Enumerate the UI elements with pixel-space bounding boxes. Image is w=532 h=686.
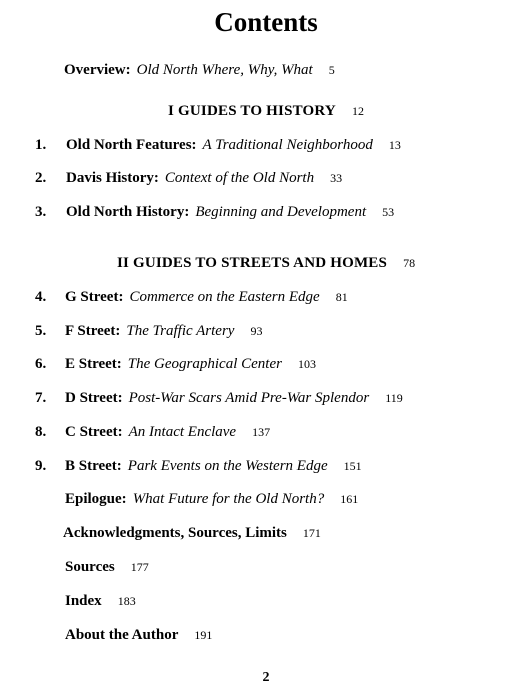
section-heading: II GUIDES TO STREETS AND HOMES [116,255,388,271]
toc-entry-page: 151 [343,459,362,473]
toc-entry-label: F Street: [65,323,121,339]
toc-entry-subtitle: The Geographical Center [127,356,282,372]
toc-entry-number: 7. [35,390,47,406]
toc-entry-label: B Street: [65,458,122,474]
toc-entry-number: 9. [35,458,47,474]
toc-entry-page: 33 [330,171,343,185]
toc-entry-index[interactable] [65,591,136,611]
toc-entry-page: 103 [297,357,316,371]
page-title: Contents [214,7,318,37]
toc-entry-label: E Street: [65,356,122,372]
toc-entry-chapter-9[interactable] [65,456,362,476]
toc-entry-chapter-8[interactable] [65,422,270,442]
toc-entry-number: 8. [35,424,47,440]
toc-entry-subtitle: Old North Where, Why, What [136,62,313,78]
toc-entry-sources[interactable] [65,557,149,577]
toc-entry-number: 3. [35,204,47,220]
toc-section-part-2[interactable] [0,253,532,273]
toc-entry-number: 2. [35,170,47,186]
toc-entry-label: G Street: [65,289,124,305]
toc-entry-subtitle: Commerce on the Eastern Edge [129,289,320,305]
toc-entry-label: Sources [65,559,115,575]
toc-entry-subtitle: What Future for the Old North? [132,491,325,507]
section-page: 12 [351,104,364,118]
toc-entry-number: 4. [35,289,47,305]
toc-entry-chapter-2[interactable] [66,168,342,188]
toc-entry-epilogue[interactable] [65,489,358,509]
toc-entry-label: Acknowledgments, Sources, Limits [63,525,287,541]
toc-entry-page: 81 [335,290,348,304]
toc-entry-page: 93 [250,324,263,338]
toc-entry-page: 161 [340,492,359,506]
toc-entry-page: 183 [117,594,136,608]
toc-entry-subtitle: A Traditional Neighborhood [202,137,373,153]
section-heading: I GUIDES TO HISTORY [168,103,336,119]
toc-entry-page: 171 [302,526,321,540]
toc-entry-number: 1. [35,137,47,153]
toc-entry-page: 5 [328,63,335,77]
toc-entry-number: 5. [35,323,47,339]
toc-entry-label: D Street: [65,390,123,406]
toc-entry-label: Overview: [64,62,131,78]
toc-entry-chapter-5[interactable] [65,321,262,341]
toc-entry-label: Old North Features: [66,137,197,153]
toc-entry-label: Index [65,593,102,609]
toc-entry-about-author[interactable] [65,625,212,645]
toc-entry-label: C Street: [65,424,123,440]
toc-entry-overview[interactable] [64,60,335,80]
toc-entry-subtitle: An Intact Enclave [128,424,237,440]
toc-entry-chapter-1[interactable] [66,135,401,155]
toc-entry-page: 191 [194,628,213,642]
toc-entry-subtitle: The Traffic Artery [126,323,235,339]
toc-entry-label: Davis History: [66,170,159,186]
toc-entry-label: Epilogue: [65,491,127,507]
section-page: 78 [403,256,416,270]
toc-entry-subtitle: Beginning and Development [195,204,367,220]
toc-entry-page: 137 [252,425,271,439]
toc-section-part-1[interactable] [0,101,532,121]
toc-entry-page: 119 [385,391,403,405]
toc-entry-page: 13 [388,138,401,152]
toc-entry-label: Old North History: [66,204,190,220]
toc-entry-subtitle: Post-War Scars Amid Pre-War Splendor [128,390,370,406]
toc-entry-acknowledgments[interactable] [63,523,321,543]
toc-entry-chapter-7[interactable] [65,388,403,408]
toc-entry-chapter-4[interactable] [65,287,348,307]
toc-entry-number: 6. [35,356,47,372]
toc-entry-page: 177 [130,560,149,574]
toc-entry-subtitle: Park Events on the Western Edge [127,458,328,474]
toc-entry-chapter-3[interactable] [66,202,394,222]
toc-entry-chapter-6[interactable] [65,354,316,374]
page-number: 2 [262,670,270,685]
toc-entry-page: 53 [382,205,395,219]
toc-entry-subtitle: Context of the Old North [164,170,315,186]
toc-entry-label: About the Author [65,627,179,643]
